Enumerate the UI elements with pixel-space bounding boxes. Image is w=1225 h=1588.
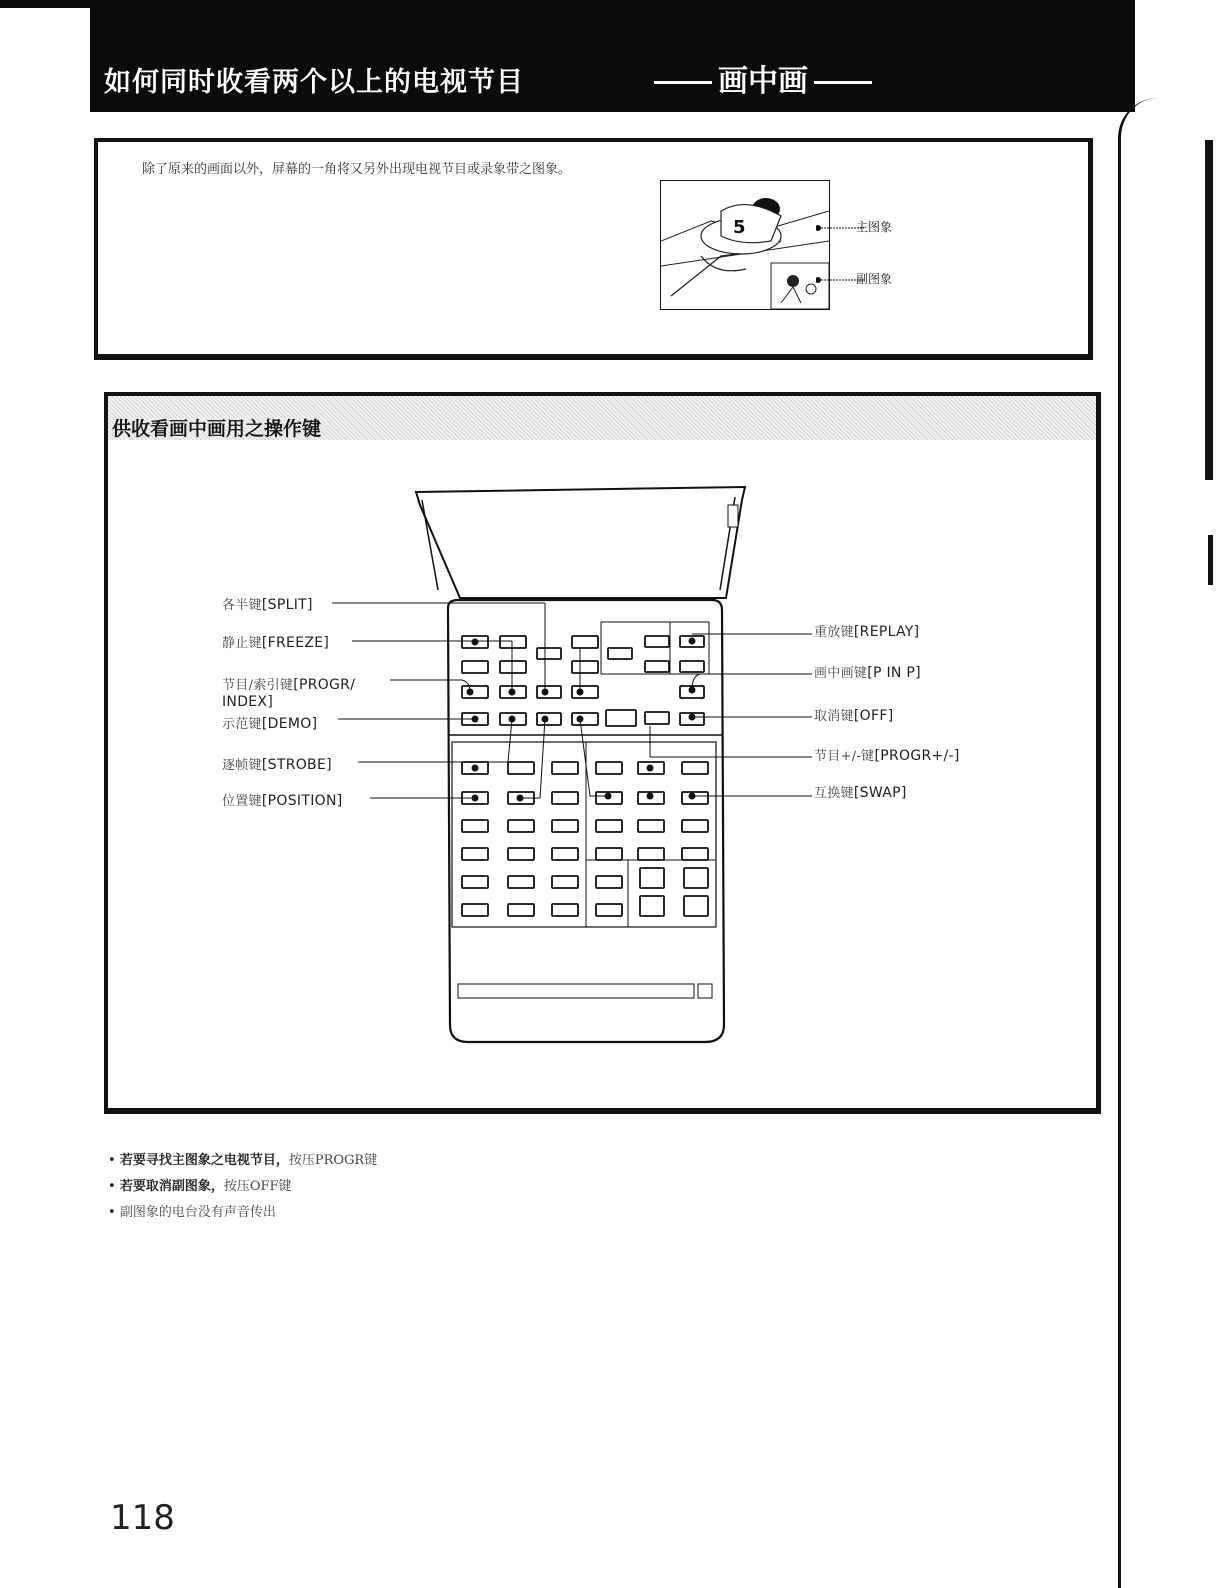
label-replay: 重放键[REPLAY] bbox=[814, 624, 920, 640]
sub-image-label: 副图象 bbox=[856, 272, 893, 286]
note-item: • 若要寻找主图象之电视节目，按压PROGR键 bbox=[108, 1153, 378, 1168]
page-title: 如何同时收看两个以上的电视节目 bbox=[104, 67, 524, 98]
label-pinp: 画中画键[P IN P] bbox=[814, 665, 921, 681]
note-item: • 副图象的电台没有声音传出 bbox=[108, 1205, 276, 1220]
keys-title: 供收看画中画用之操作键 bbox=[112, 418, 322, 440]
label-demo: 示范键[DEMO] bbox=[222, 716, 318, 732]
subtitle-text: 画中画 bbox=[718, 64, 808, 99]
main-image-label: 主图象 bbox=[856, 220, 893, 234]
jersey-number: 5 bbox=[733, 217, 746, 238]
page-number: 118 bbox=[110, 1498, 175, 1538]
notes-list bbox=[108, 1148, 377, 1226]
label-split: 各半键[SPLIT] bbox=[222, 597, 313, 613]
note-item: • 若要取消副图象，按压OFF键 bbox=[108, 1179, 292, 1194]
label-swap: 互换键[SWAP] bbox=[814, 785, 907, 801]
label-off: 取消键[OFF] bbox=[814, 708, 894, 724]
label-position: 位置键[POSITION] bbox=[222, 793, 343, 809]
remote-lid bbox=[416, 487, 745, 608]
label-strobe: 逐帧键[STROBE] bbox=[222, 757, 332, 773]
label-freeze: 静止键[FREEZE] bbox=[222, 635, 330, 651]
intro-text: 除了原来的画面以外，屏幕的一角将又另外出现电视节目或录象带之图象。 bbox=[142, 162, 572, 177]
label-progr-plus-minus: 节目+/-键[PROGR+/-] bbox=[814, 748, 960, 764]
label-progr-index: 节目/索引键[PROGR/ bbox=[222, 677, 356, 693]
label-progr-index-line2: INDEX] bbox=[222, 694, 274, 710]
